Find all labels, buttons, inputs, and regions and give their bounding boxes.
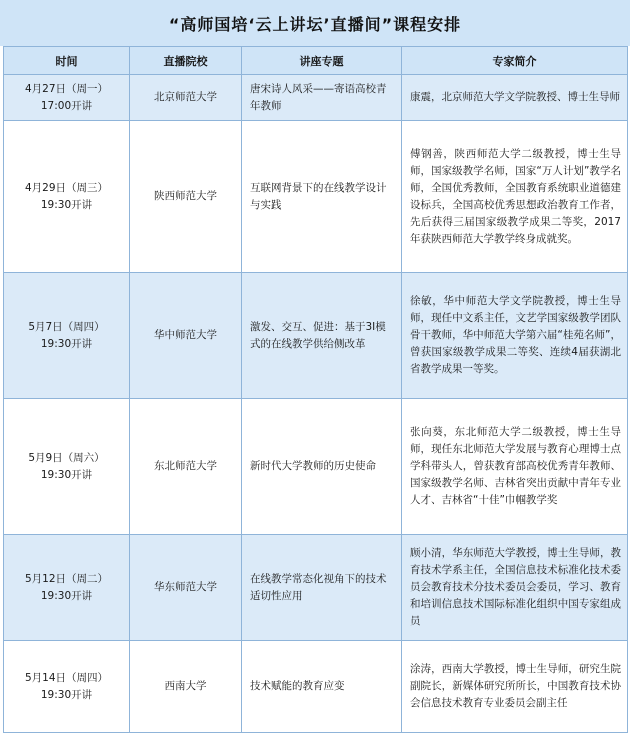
date-text: 5月9日（周六） xyxy=(28,451,105,464)
time-cell xyxy=(4,273,130,399)
start-time-text: 19:30开讲 xyxy=(40,688,93,701)
start-time-text: 19:30开讲 xyxy=(40,337,93,350)
start-time-text: 17:00开讲 xyxy=(40,99,93,112)
school-cell: 华中师范大学 xyxy=(130,273,242,399)
expert-cell: 傅钢善，陕西师范大学二级教授，博士生导师，国家级教学名师，国家“万人计划”教学名师，全国优秀教师，全国教育系统职业道德建设标兵，全国高校优秀思想政治教育工作者，先后获得三届国家级教学成果二等奖，2017年获陕西师范大学教学终身成就奖。 xyxy=(402,121,628,273)
header-time: 时间 xyxy=(4,47,130,75)
header-row xyxy=(4,47,628,75)
expert-cell: 涂涛，西南大学教授，博士生导师，研究生院副院长，新媒体研究所所长，中国教育技术协会信息技术教育专业委员会副主任 xyxy=(402,641,628,733)
date-text: 5月14日（周四） xyxy=(24,671,109,684)
time-cell xyxy=(4,399,130,535)
time-cell xyxy=(4,75,130,121)
expert-cell: 张向葵，东北师范大学二级教授，博士生导师，现任东北师范大学发展与教育心理博士点学科带头人，曾获教育部高校优秀青年教师、国家级教学名师、吉林省突出贡献中青年专业人才、吉林省“十佳”巾帼教学奖 xyxy=(402,399,628,535)
table-row xyxy=(4,641,628,733)
school-cell: 东北师范大学 xyxy=(130,399,242,535)
expert-cell: 徐敏，华中师范大学文学院教授，博士生导师，现任中文系主任，文艺学国家级教学团队骨干教师，华中师范大学第六届“桂苑名师”，曾获国家级教学成果二等奖、连续4届获湖北省教学成果一等奖。 xyxy=(402,273,628,399)
date-text: 5月12日（周二） xyxy=(24,572,109,585)
date-text: 4月29日（周三） xyxy=(24,181,109,194)
header-expert: 专家简介 xyxy=(402,47,628,75)
school-cell: 华东师范大学 xyxy=(130,535,242,641)
school-cell: 西南大学 xyxy=(130,641,242,733)
table-row xyxy=(4,535,628,641)
topic-cell: 技术赋能的教育应变 xyxy=(242,641,402,733)
table-row xyxy=(4,273,628,399)
time-cell xyxy=(4,535,130,641)
topic-cell: 新时代大学教师的历史使命 xyxy=(242,399,402,535)
expert-cell: 康震，北京师范大学文学院教授、博士生导师 xyxy=(402,75,628,121)
start-time-text: 19:30开讲 xyxy=(40,468,93,481)
topic-cell: 互联网背景下的在线教学设计与实践 xyxy=(242,121,402,273)
time-cell xyxy=(4,641,130,733)
school-cell: 北京师范大学 xyxy=(130,75,242,121)
topic-cell: 唐宋诗人风采——寄语高校青年教师 xyxy=(242,75,402,121)
topic-cell: 在线教学常态化视角下的技术适切性应用 xyxy=(242,535,402,641)
table-row xyxy=(4,121,628,273)
table-row xyxy=(4,75,628,121)
start-time-text: 19:30开讲 xyxy=(40,589,93,602)
school-cell: 陕西师范大学 xyxy=(130,121,242,273)
date-text: 4月27日（周一） xyxy=(24,82,109,95)
date-text: 5月7日（周四） xyxy=(28,320,105,333)
start-time-text: 19:30开讲 xyxy=(40,198,93,211)
header-school: 直播院校 xyxy=(130,47,242,75)
table-row xyxy=(4,399,628,535)
page-title: “高师国培‘云上讲坛’直播间”课程安排 xyxy=(0,0,630,46)
topic-cell: 激发、交互、促进：基于3I模式的在线教学供给侧改革 xyxy=(242,273,402,399)
schedule-table xyxy=(3,46,628,733)
expert-cell: 顾小清，华东师范大学教授，博士生导师，教育技术学系主任，全国信息技术标准化技术委员会教育技术分技术委员会委员，学习、教育和培训信息技术国际标准化组织中国专家组成员 xyxy=(402,535,628,641)
header-topic: 讲座专题 xyxy=(242,47,402,75)
time-cell xyxy=(4,121,130,273)
